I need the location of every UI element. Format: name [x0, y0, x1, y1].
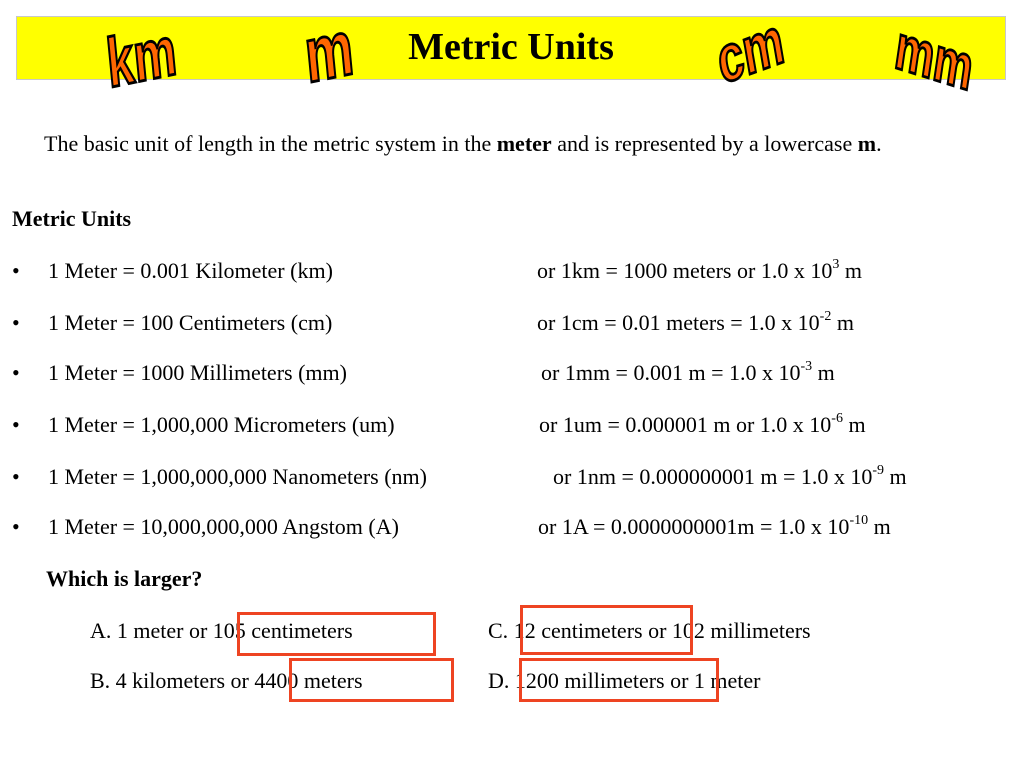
bullet-icon: • [12, 310, 20, 335]
conversion-right: or 1nm = 0.000000001 m = 1.0 x $10^{-9}$ m [553, 462, 907, 489]
conversion-left: 1 Meter = 1,000,000 Micrometers (um) [48, 412, 395, 437]
conversion-right: or 1um = 0.000001 m or 1.0 x $10^{-6}$ m [539, 410, 866, 437]
answer-c: C. 12 centimeters or 102 millimeters [488, 618, 811, 643]
cm-decoration: cm [711, 1, 789, 99]
question-heading: Which is larger? [46, 566, 203, 591]
conversion-left: 1 Meter = 1000 Millimeters (mm) [48, 360, 347, 385]
highlighted-option-a: 105 centimeters [212, 618, 353, 643]
m-decoration: m [301, 4, 357, 100]
conversion-right: or 1A = 0.0000000001m = 1.0 x $10^{-10}$ m [538, 512, 891, 539]
highlight-box-b [289, 658, 454, 702]
bullet-icon: • [12, 514, 20, 539]
exponent: -9 [872, 462, 885, 478]
title-banner [16, 1, 1006, 105]
highlight-box-c [520, 605, 693, 655]
intro-bold-m: m [857, 131, 877, 156]
conversion-right: or 1cm = 0.01 meters = 1.0 x $10^{-2}$ m [537, 308, 854, 335]
exponent: 3 [832, 256, 840, 272]
intro-text: . [876, 131, 882, 156]
page-title: Metric Units [408, 26, 614, 68]
answer-a: A. 1 meter or 105 centimeters [90, 618, 353, 643]
bullet-icon: • [12, 360, 20, 385]
intro-bold-meter: meter [496, 131, 552, 156]
answer-d: D. 1200 millimeters or 1 meter [488, 668, 761, 693]
intro-text: The basic unit of length in the metric system in the [44, 131, 497, 156]
km-decoration: km [103, 13, 180, 104]
intro-text: and is represented by a lowercase [551, 131, 858, 156]
conversion-left: 1 Meter = 100 Centimeters (cm) [48, 310, 333, 335]
exponent: -3 [800, 358, 813, 374]
mm-decoration: mm [890, 11, 978, 105]
highlight-box-d [519, 658, 719, 702]
exponent: -2 [819, 308, 832, 324]
exponent: -10 [849, 512, 869, 528]
conversion-right: or 1km = 1000 meters or 1.0 x $10^3$ m [537, 256, 862, 283]
conversion-left: 1 Meter = 1,000,000,000 Nanometers (nm) [48, 464, 427, 489]
conversion-left: 1 Meter = 10,000,000,000 Angstom (A) [48, 514, 399, 539]
section-title: Metric Units [12, 206, 132, 231]
bullet-icon: • [12, 258, 20, 283]
exponent: -6 [831, 410, 843, 426]
intro-paragraph [44, 128, 994, 160]
highlighted-option-c: 12 centimeters [513, 618, 643, 643]
conversion-left: 1 Meter = 0.001 Kilometer (km) [48, 258, 333, 283]
highlight-box-a [237, 612, 436, 656]
answer-b: B. 4 kilometers or 4400 meters [90, 668, 363, 693]
highlighted-option-b: 4400 meters [254, 668, 363, 693]
highlighted-option-d: 1200 millimeters [514, 668, 665, 693]
bullet-icon: • [12, 412, 20, 437]
conversion-right: or 1mm = 0.001 m = 1.0 x $10^{-3}$ m [541, 358, 835, 385]
bullet-icon: • [12, 464, 20, 489]
